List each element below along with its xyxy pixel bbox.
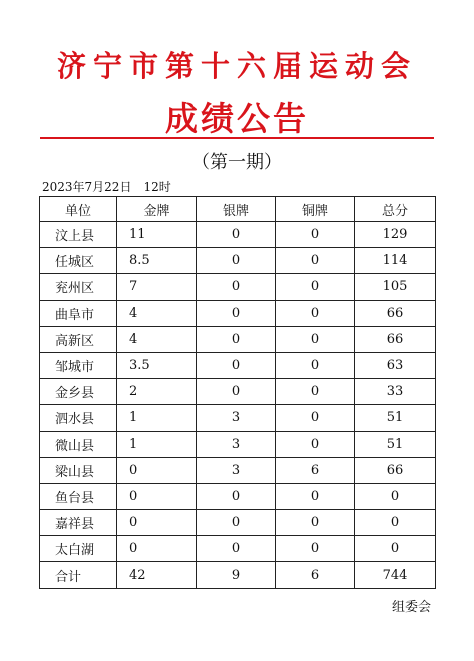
column-header-bronze: 铜牌 xyxy=(276,197,355,222)
bronze-count: 0 xyxy=(276,405,355,431)
bronze-count: 0 xyxy=(276,379,355,405)
table-row xyxy=(40,274,436,300)
table-row xyxy=(40,510,436,536)
total-score: 129 xyxy=(355,222,436,248)
table-header-row xyxy=(40,197,436,222)
unit-name: 邹城市 xyxy=(40,352,117,378)
unit-name: 金乡县 xyxy=(40,379,117,405)
results-table xyxy=(39,196,436,589)
gold-count: 0 xyxy=(117,510,197,536)
silver-count: 0 xyxy=(197,483,276,509)
total-row-label: 合计 xyxy=(40,562,117,588)
table-total-row xyxy=(40,562,436,588)
gold-count: 1 xyxy=(117,431,197,457)
unit-name: 太白湖 xyxy=(40,536,117,562)
bronze-count: 0 xyxy=(276,222,355,248)
unit-name: 梁山县 xyxy=(40,457,117,483)
gold-count: 0 xyxy=(117,457,197,483)
unit-name: 曲阜市 xyxy=(40,300,117,326)
silver-count: 0 xyxy=(197,379,276,405)
date-line xyxy=(42,178,171,195)
silver-count: 0 xyxy=(197,222,276,248)
total-score: 63 xyxy=(355,352,436,378)
gold-count: 2 xyxy=(117,379,197,405)
table-row xyxy=(40,300,436,326)
table-row xyxy=(40,326,436,352)
silver-count: 0 xyxy=(197,352,276,378)
total-score: 0 xyxy=(355,536,436,562)
bronze-count: 0 xyxy=(276,510,355,536)
unit-name: 微山县 xyxy=(40,431,117,457)
unit-name: 兖州区 xyxy=(40,274,117,300)
bronze-count: 0 xyxy=(276,248,355,274)
gold-count: 7 xyxy=(117,274,197,300)
table-row xyxy=(40,483,436,509)
bronze-count: 0 xyxy=(276,326,355,352)
gold-count: 0 xyxy=(117,536,197,562)
table-row xyxy=(40,431,436,457)
silver-count: 0 xyxy=(197,536,276,562)
table-row xyxy=(40,248,436,274)
column-header-unit: 单位 xyxy=(40,197,117,222)
total-bronze-count: 6 xyxy=(276,562,355,588)
gold-count: 8.5 xyxy=(117,248,197,274)
silver-count: 3 xyxy=(197,405,276,431)
unit-name: 汶上县 xyxy=(40,222,117,248)
gold-count: 11 xyxy=(117,222,197,248)
silver-count: 0 xyxy=(197,300,276,326)
bronze-count: 0 xyxy=(276,536,355,562)
table-row xyxy=(40,536,436,562)
gold-count: 4 xyxy=(117,300,197,326)
total-score: 51 xyxy=(355,431,436,457)
total-score: 105 xyxy=(355,274,436,300)
column-header-gold: 金牌 xyxy=(117,197,197,222)
issuer-signature: 组委会 xyxy=(391,600,431,615)
grand-total-score: 744 xyxy=(355,562,436,588)
gold-count: 1 xyxy=(117,405,197,431)
total-score: 114 xyxy=(355,248,436,274)
total-score: 66 xyxy=(355,300,436,326)
bronze-count: 0 xyxy=(276,274,355,300)
table-row xyxy=(40,379,436,405)
table-row xyxy=(40,352,436,378)
total-score: 33 xyxy=(355,379,436,405)
total-score: 51 xyxy=(355,405,436,431)
table-row xyxy=(40,222,436,248)
gold-count: 3.5 xyxy=(117,352,197,378)
bronze-count: 0 xyxy=(276,352,355,378)
unit-name: 嘉祥县 xyxy=(40,510,117,536)
silver-count: 0 xyxy=(197,248,276,274)
title-divider xyxy=(40,137,434,139)
bronze-count: 6 xyxy=(276,457,355,483)
unit-name: 任城区 xyxy=(40,248,117,274)
table-row xyxy=(40,457,436,483)
column-header-total: 总分 xyxy=(355,197,436,222)
unit-name: 泗水县 xyxy=(40,405,117,431)
total-score: 0 xyxy=(355,510,436,536)
announcement-title: 济宁市第十六届运动会 xyxy=(56,49,417,83)
total-silver-count: 9 xyxy=(197,562,276,588)
silver-count: 3 xyxy=(197,431,276,457)
bronze-count: 0 xyxy=(276,300,355,326)
total-score: 66 xyxy=(355,326,436,352)
silver-count: 0 xyxy=(197,510,276,536)
gold-count: 4 xyxy=(117,326,197,352)
total-score: 66 xyxy=(355,457,436,483)
silver-count: 3 xyxy=(197,457,276,483)
total-gold-count: 42 xyxy=(117,562,197,588)
announcement-date: 2023年7月22日 xyxy=(42,180,132,194)
results-body xyxy=(40,222,436,589)
issue-number: （第一期） xyxy=(192,152,282,173)
unit-name: 鱼台县 xyxy=(40,483,117,509)
bronze-count: 0 xyxy=(276,431,355,457)
bronze-count: 0 xyxy=(276,483,355,509)
total-score: 0 xyxy=(355,483,436,509)
gold-count: 0 xyxy=(117,483,197,509)
announcement-subtitle: 成绩公告 xyxy=(165,99,309,138)
table-row xyxy=(40,405,436,431)
column-header-silver: 银牌 xyxy=(197,197,276,222)
unit-name: 高新区 xyxy=(40,326,117,352)
silver-count: 0 xyxy=(197,274,276,300)
announcement-time: 12时 xyxy=(143,180,171,194)
silver-count: 0 xyxy=(197,326,276,352)
